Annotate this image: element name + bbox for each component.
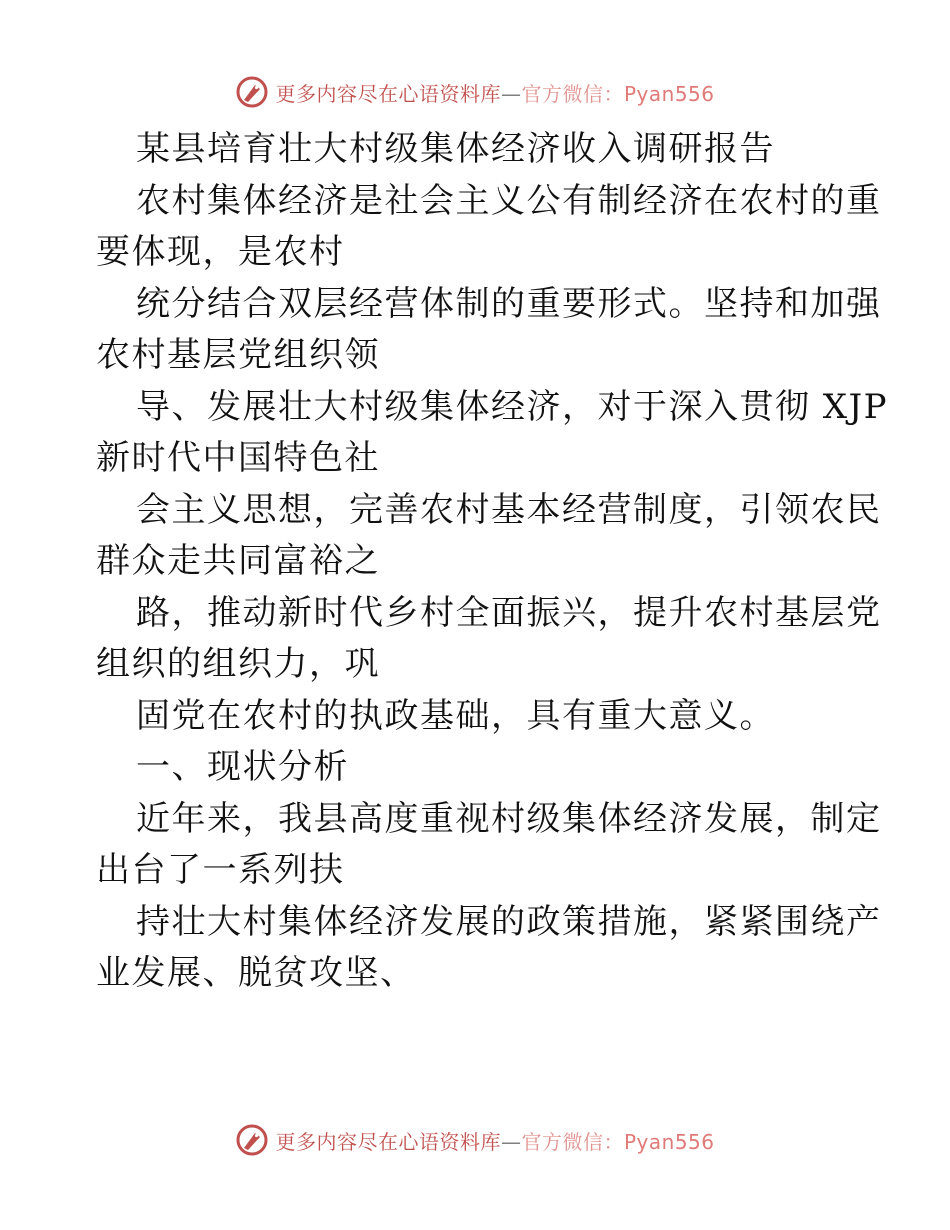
document-line: 新时代中国特色社 <box>96 438 380 478</box>
banner-wechat-label: 官方微信： <box>521 1129 624 1154</box>
document-line: 持壮大村集体经济发展的政策措施，紧紧围绕产 <box>136 901 882 942</box>
document-line: 出台了一系列扶 <box>96 850 345 890</box>
document-line: 农村基层党组织领 <box>96 335 380 375</box>
banner-handle: Pyan556 <box>623 1129 715 1154</box>
document-line: 路，推动新时代乡村全面振兴，提升农村基层党 <box>136 592 882 633</box>
document-line: 业发展、脱贫攻坚、 <box>96 953 416 993</box>
document-line: 要体现，是农村 <box>96 232 345 272</box>
footer-banner <box>0 1120 950 1160</box>
banner-separator: — <box>500 1129 522 1154</box>
document-line: 导、发展壮大村级集体经济，对于深入贯彻 XJP <box>136 386 889 427</box>
pen-nib-logo-icon <box>235 75 269 109</box>
document-line: 某县培育壮大村级集体经济收入调研报告 <box>136 129 775 169</box>
banner-brand: 更多内容尽在心语资料库 <box>275 1129 501 1154</box>
banner-text <box>275 78 714 107</box>
banner-text <box>275 1126 714 1155</box>
document-line: 会主义思想，完善农村基本经营制度，引领农民 <box>136 489 882 530</box>
document-line: 固党在农村的执政基础，具有重大意义。 <box>136 695 775 736</box>
document-line: 农村集体经济是社会主义公有制经济在农村的重 <box>136 180 882 221</box>
header-banner <box>0 72 950 112</box>
document-body <box>96 124 889 1000</box>
document-line: 组织的组织力，巩 <box>96 644 380 684</box>
document-line: 群众走共同富裕之 <box>96 541 380 581</box>
pen-nib-logo-icon <box>235 1123 269 1157</box>
banner-brand: 更多内容尽在心语资料库 <box>275 81 501 106</box>
banner-separator: — <box>500 81 522 106</box>
banner-wechat-label: 官方微信： <box>521 81 624 106</box>
banner-handle: Pyan556 <box>623 81 715 106</box>
document-line: 统分结合双层经营体制的重要形式。坚持和加强 <box>136 283 882 324</box>
document-line: 近年来，我县高度重视村级集体经济发展，制定 <box>136 798 882 839</box>
document-line: 一、现状分析 <box>136 747 349 787</box>
